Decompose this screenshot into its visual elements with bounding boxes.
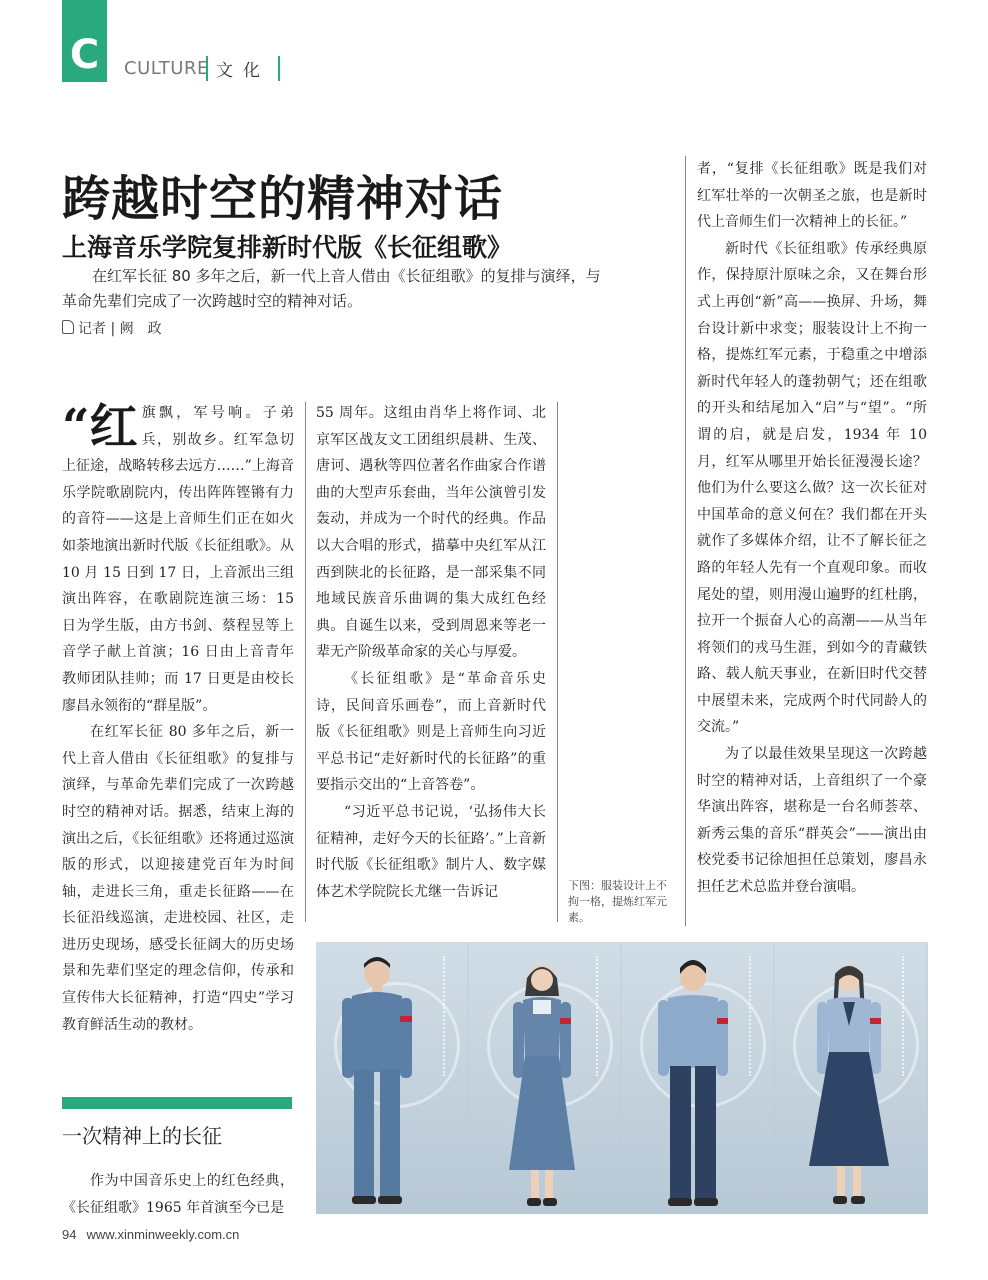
photo-caption: 下图：服装设计上不拘一格，提炼红军元素。 [568, 879, 667, 924]
drop-cap: “红 [62, 399, 138, 455]
female-dress-figure [497, 956, 587, 1214]
byline [62, 318, 162, 338]
body-paragraph: 作为中国音乐史上的红色经典，《长征组歌》1965 年首演至今已是 [62, 1173, 294, 1216]
headline: 跨越时空的精神对话 [62, 171, 504, 227]
body-paragraph: 55 周年。这组由肖华上将作词、北京军区战友文工团组织晨耕、生茂、唐诃、遇秋等四位著名作曲家合作谱曲的大型声乐套曲，当年公演曾引发轰动，并成为一个时代的经典。作品以大合唱的形式，描摹中央红军从江西到陕北的长征路，是一部采集不同地域民族音乐曲调的集大成红色经典。自诞生以来，受到周恩来等老一辈无产阶级革命家的关心与厚爱。 [316, 405, 546, 661]
column-divider [685, 156, 686, 926]
column-divider [557, 402, 558, 922]
body-paragraph: 《长征组歌》是“革命音乐史诗，民间音乐画卷”，而上音新时代版《长征组歌》则是上音师生向习近平总书记“走好新时代的长征路”的重要指示交出的“上音答卷”。 [316, 670, 546, 794]
body-paragraph: “习近平总书记说，‘弘扬伟大长征精神，走好今天的长征路’。”上音新时代版《长征组歌》制片人、数字媒体艺术学院院长尤继一告诉记 [316, 803, 546, 900]
body-paragraph: 新时代《长征组歌》传承经典原作，保持原汁原味之余，又在舞台形式上再创“新”高——换屏、升场，舞台设计新中求变；服装设计上不拘一格，提炼红军元素，于稳重之中增添新时代年轻人的蓬勃朝气；还在组歌的开头和结尾加入“启”与“望”。“所谓的启，就是启发，1934 年 10 月，红军从哪里开始长征漫漫长途？他们为什么要这么做？这一次长征对中国革命的意义何在？我们都在开头就作了多媒体介绍，让不了解长征之路的年轻人先有一个直观印象。而收尾处的望，则用漫山遍野的红杜鹃，拉开一个振奋人心的高潮——从当年将领们的戎马生涯，到如今的青藏铁路、载人航天事业，在新旧时代交替中展望未来，完成两个时代同龄人的交流。” [697, 240, 927, 736]
article-column-4 [62, 1168, 294, 1221]
page-footer [62, 1227, 239, 1242]
vertical-text-decoration [443, 956, 455, 1076]
body-paragraph: 者，“复排《长征组歌》既是我们对红军壮举的一次朝圣之旅，也是新时代上音师生们一次精神上的长征。” [697, 161, 927, 231]
photo-panel [469, 942, 620, 1214]
vertical-text-decoration [749, 956, 761, 1076]
photo-panel [316, 942, 467, 1214]
vertical-text-decoration [902, 956, 914, 1076]
female-skirt-figure [799, 956, 899, 1214]
article-column-2 [316, 400, 546, 905]
vertical-text-decoration [596, 956, 608, 1076]
section-divider-bar [62, 1097, 292, 1109]
subsection-title: 一次精神上的长征 [62, 1124, 222, 1148]
pen-icon [62, 320, 74, 334]
article-column-3 [697, 156, 927, 901]
page-number: 94 [62, 1227, 77, 1242]
photo-panel [775, 942, 926, 1214]
section-label-en: CULTURE [124, 58, 209, 79]
subheadline: 上海音乐学院复排新时代版《长征组歌》 [62, 233, 513, 262]
male-uniform-figure [332, 952, 422, 1214]
byline-text: 记者 | 阙 政 [78, 321, 162, 337]
footer-url: www.xinminweekly.com.cn [86, 1227, 240, 1242]
photo-panel [622, 942, 773, 1214]
section-badge: C [62, 0, 107, 82]
article-column-1 [62, 400, 294, 1038]
paragraph-text: 旗飘，军号响。子弟兵，别故乡。红军急切上征途，战略转移去远方……”上海音乐学院歌剧院内，传出阵阵铿锵有力的音符——这是上音师生们正在如火如荼地演出新时代版《长征组歌》。从 10 月 15 日到 17 日，上音派出三组演出阵容，在歌剧院连演三场：15 日为学生版，由方书剑、蔡程昱等上音学子献上首演；16 日由上音青年教师团队挂帅；而 17 日更是由校长廖昌永领衔的“群星版”。 [62, 405, 294, 714]
body-paragraph: 为了以最佳效果呈现这一次跨越时空的精神对话，上音组织了一个豪华演出阵容，堪称是一台名师荟萃、新秀云集的音乐“群英会”——演出由校党委书记徐旭担任总策划，廖昌永担任艺术总监并登台演唱。 [697, 746, 927, 896]
male-shirt-figure [648, 956, 738, 1214]
costume-photo [316, 942, 928, 1214]
body-paragraph: 在红军长征 80 多年之后，新一代上音人借由《长征组歌》的复排与演绎，与革命先辈们完成了一次跨越时空的精神对话。据悉，结束上海的演出之后，《长征组歌》还将通过巡演版的形式，以迎接建党百年为时间轴，走进长三角，重走长征路——在长征沿线巡演，走进校园、社区，走进历史现场，感受长征阔大的历史场景和先辈们坚定的理念信仰，传承和宣传伟大长征精神，打造“四史”学习教育鲜活生动的教材。 [62, 724, 294, 1033]
lede-paragraph: 在红军长征 80 多年之后，新一代上音人借由《长征组歌》的复排与演绎，与革命先辈们完成了一次跨越时空的精神对话。 [62, 267, 601, 310]
section-label-zh: 文化 [206, 56, 280, 81]
body-paragraph [62, 400, 294, 719]
column-divider [305, 402, 306, 922]
